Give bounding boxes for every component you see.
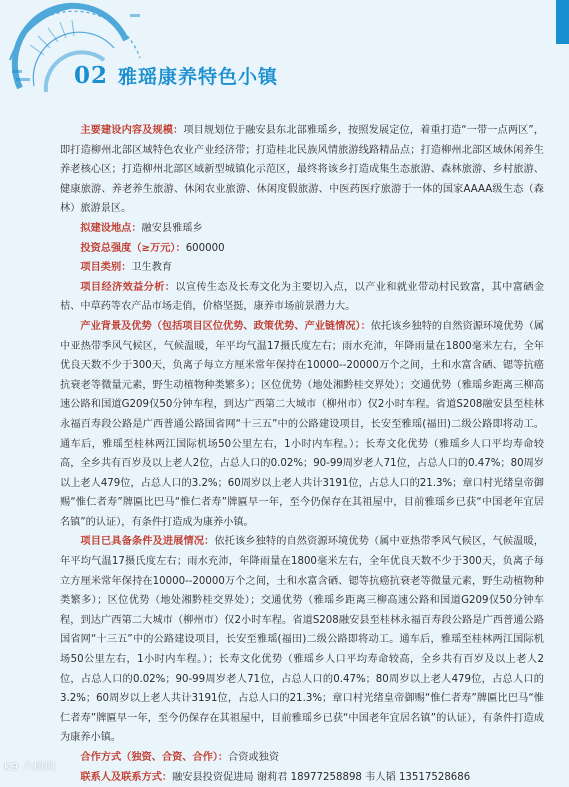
field-label: 投资总强度（≥万元）： xyxy=(80,242,186,254)
section-heading xyxy=(74,62,278,89)
decorative-rings-graphic xyxy=(0,0,160,120)
field-value: 以宣传生态及长寿文化为主要切入点，以产业和就业带动村民致富，其中富硒金桔、中草药等农产品市场走俏，价格坚挺，康养市场前景潜力大。 xyxy=(60,281,545,313)
field-contact xyxy=(60,768,544,787)
field-value: 依托该乡独特的自然资源环境优势（属中亚热带季风气候区，气候温暖，年平均气温17摄氏度左右；雨水充沛，年降雨量在1800毫米左右，全年优良天数不少于300天，负离子每立方厘米常年保持在10000--20000万个之间，土和水富含硒、锶等抗癌抗衰老等微量元素，野生动植物种类繁多）；区位优势（地处湘黔桂交界处）；交通优势（雅瑶乡距离三柳高速公路和国道G209仅50分钟车程，到达广西第二大城市（柳州市）仅2小时车程。省道S208融安县至桂林永福百寿段公路是广西普通公路国省网“十三五”中的公路建设项目，长安至雅瑶(福田)二级公路即将动工。通车后，雅瑶至桂林两江国际机场50公里左右，1小时内车程。）；长寿文化优势（雅瑶乡人口平均寿命较高，全乡共有百岁及以上老人2位，占总人口的0.02%；90-99周岁老人71位，占总人口的0.47%；80周岁以上老人479位，占总人口的3.2%；60周岁以上老人共计3191位，占总人口的21.3%；章口村光绪皇帝御赐“惟仁者寿”牌匾比巴马“惟仁者寿”牌匾早一年，至今仍保存在其祖屋中，目前雅瑶乡已获“中国老年宜居名镇”的认证），有条件打造成为康养小镇。 xyxy=(60,536,544,744)
field-construction-scope xyxy=(60,121,544,219)
field-value: 依托该乡独特的自然资源环境优势（属中亚热带季风气候区，气候温暖，年平均气温17摄氏度左右；雨水充沛，年降雨量在1800毫米左右，全年优良天数不少于300天，负离子每立方厘米常年保持在10000--20000万个之间，土和水富含硒、锶等抗癌抗衰老等微量元素，野生动植物种类繁多）；区位优势（地处湘黔桂交界处）；交通优势（雅瑶乡距离三柳高速公路和国道G209仅50分钟车程，到达广西第二大城市（柳州市）仅2小时车程。省道S208融安县至桂林永福百寿段公路是广西普通公路国省网“十三五”中的公路建设项目，长安至雅瑶(福田)二级公路即将动工。通车后，雅瑶至桂林两江国际机场50公里左右，1小时内车程。）；长寿文化优势（雅瑶乡人口平均寿命较高，全乡共有百岁及以上老人2位，占总人口的0.02%；90-99周岁老人71位，占总人口的0.47%；80周岁以上老人479位，占总人口的3.2%；60周岁以上老人共计3191位，占总人口的21.3%；章口村光绪皇帝御赐“惟仁者寿”牌匾比巴马“惟仁者寿”牌匾早一年，至今仍保存在其祖屋中，目前雅瑶乡已获“中国老年宜居名镇”的认证），有条件打造成为康养小镇。 xyxy=(60,320,544,528)
watermark: K9 六图网 xyxy=(4,762,57,773)
field-value: 融安县投资促进局 谢莉君 18977258898 韦人韬 13517528686 xyxy=(172,771,471,783)
field-investment xyxy=(60,239,544,259)
field-value: 600000 xyxy=(185,242,225,254)
field-value: 卫生教育 xyxy=(131,262,173,274)
field-economic-analysis xyxy=(60,278,544,317)
section-number: 02 xyxy=(74,62,109,89)
field-value: 融安县雅瑶乡 xyxy=(141,222,203,234)
field-label: 产业背景及优势（包括项目区位优势、政策优势、产业链情况）： xyxy=(80,320,371,332)
field-progress xyxy=(60,532,544,748)
field-label: 主要建设内容及规模： xyxy=(80,125,184,136)
project-details xyxy=(60,121,544,787)
field-label: 项目类别： xyxy=(80,262,132,274)
edge-accent-bar xyxy=(556,0,569,44)
field-label: 项目已具备条件及进展情况： xyxy=(80,536,215,548)
field-location xyxy=(60,219,544,239)
field-industry-background xyxy=(60,317,544,533)
field-category xyxy=(60,258,544,278)
field-label: 合作方式（独资、合资、合作）： xyxy=(80,752,229,763)
field-value: 合资或独资 xyxy=(228,752,280,763)
field-value: 项目规划位于融安县东北部雅瑶乡，按照发展定位，着重打造“一带一点两区”，即打造柳州北部区域特色农业产业经济带；打造桂北民族风情旅游线路精品点；打造柳州北部区域休闲养生养老核心区；打造柳州北部区域新型城镇化示范区，最终将该乡打造成集生态旅游、森林旅游、乡村旅游、健康旅游、养老养生旅游、休闲农业旅游、休闲度假旅游、中医药医疗旅游于一体的国家AAAA级生态（森林）旅游景区。 xyxy=(60,125,545,215)
field-label: 联系人及联系方式： xyxy=(80,771,173,783)
field-label: 拟建设地点： xyxy=(80,222,142,234)
section-title: 雅瑶康养特色小镇 xyxy=(118,66,279,88)
field-cooperation xyxy=(60,748,544,768)
field-label: 项目经济效益分析： xyxy=(80,281,176,293)
